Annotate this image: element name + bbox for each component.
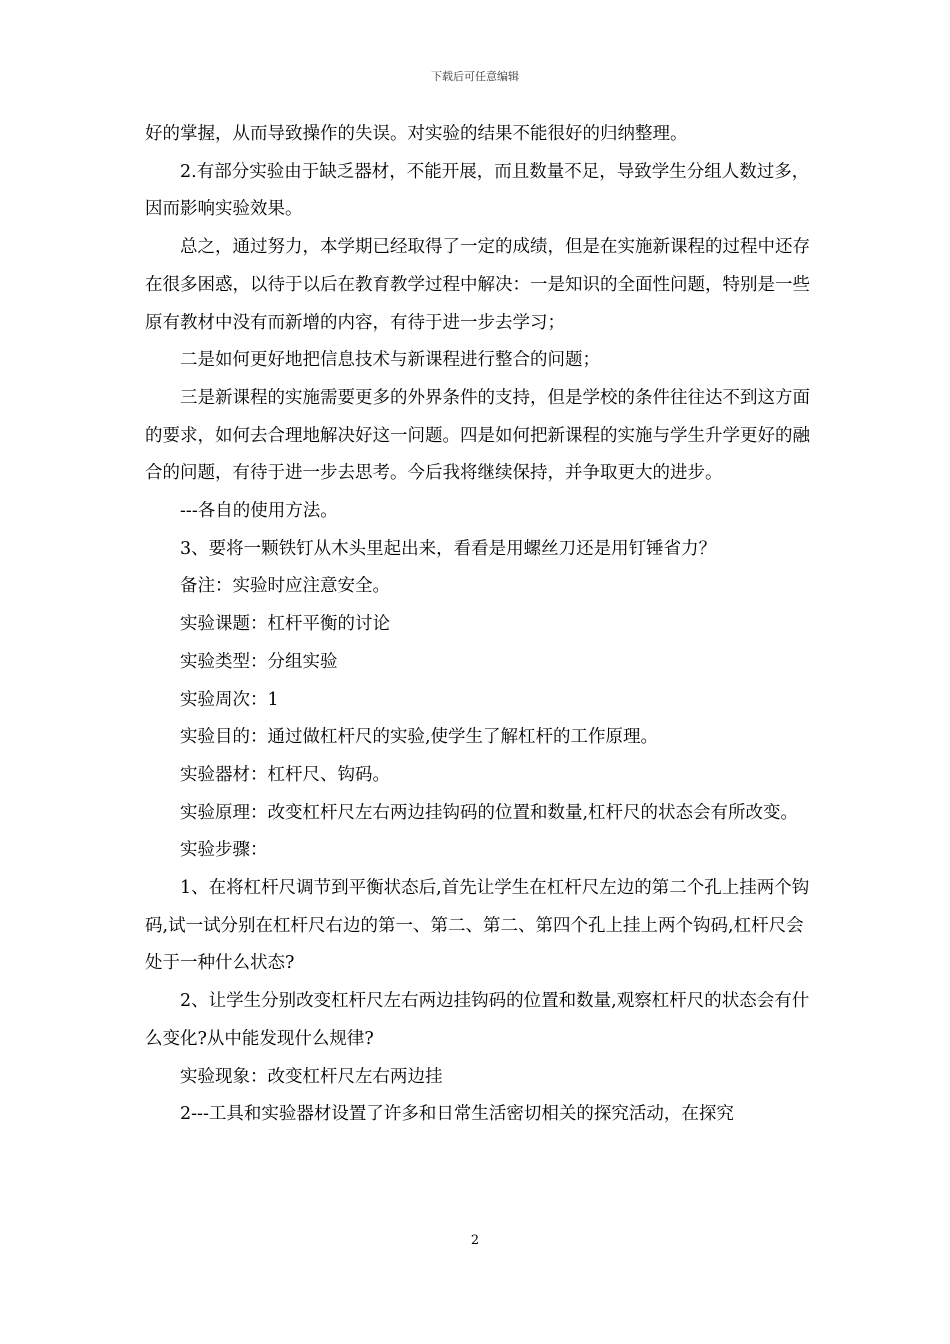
paragraph: 好的掌握，从而导致操作的失误。对实验的结果不能很好的归纳整理。	[145, 124, 688, 144]
paragraph: 实验周次：1	[180, 689, 279, 710]
paragraph: 实验原理：改变杠杆尺左右两边挂钩码的位置和数量,杠杆尺的状态会有所改变。	[180, 802, 799, 823]
paragraph: 备注：实验时应注意安全。	[180, 576, 390, 597]
paragraph: 1、在将杠杆尺调节到平衡状态后,首先让学生在杠杆尺左边的第二个孔上挂两个钩码,试一试分别在杠杆尺右边的第一、第二、第二、第四个孔上挂上两个钩码,杠杆尺会处于一种什么状态?	[145, 878, 810, 974]
paragraph: 2.有部分实验由于缺乏器材，不能开展，而且数量不足，导致学生分组人数过多，因而影响实验效果。	[145, 161, 810, 220]
paragraph: 总之，通过努力，本学期已经取得了一定的成绩，但是在实施新课程的过程中还存在很多困惑，以待于以后在教育教学过程中解决：一是知识的全面性问题，特别是一些原有教材中没有而新增的内容，有待于进一步去学习；	[145, 237, 810, 333]
paragraph: 2---工具和实验器材设置了许多和日常生活密切相关的探究活动，在探究	[180, 1104, 734, 1125]
paragraph: 2、让学生分别改变杠杆尺左右两边挂钩码的位置和数量,观察杠杆尺的状态会有什么变化?从中能发现什么规律?	[145, 991, 810, 1049]
paragraph: 二是如何更好地把信息技术与新课程进行整合的问题；	[180, 350, 600, 371]
page-header: 下载后可任意编辑	[431, 70, 519, 83]
paragraph: 实验目的：通过做杠杆尺的实验,使学生了解杠杆的工作原理。	[180, 727, 659, 748]
paragraph: 3、要将一颗铁钉从木头里起出来，看看是用螺丝刀还是用钉锤省力？	[180, 538, 717, 559]
paragraph: ---各自的使用方法。	[180, 501, 338, 522]
paragraph: 实验类型：分组实验	[180, 651, 338, 672]
body-text	[145, 116, 810, 1134]
paragraph: 实验现象：改变杠杆尺左右两边挂	[180, 1066, 443, 1087]
paragraph: 实验步骤：	[180, 840, 268, 861]
paragraph: 三是新课程的实施需要更多的外界条件的支持，但是学校的条件往往达不到这方面的要求，如何去合理地解决好这一问题。四是如何把新课程的实施与学生升学更好的融合的问题，有待于进一步去思考。今后我将继续保持，并争取更大的进步。	[145, 387, 810, 484]
paragraph: 实验课题：杠杆平衡的讨论	[180, 614, 390, 635]
page-number: 2	[470, 1233, 480, 1248]
paragraph: 实验器材：杠杆尺、钩码。	[180, 764, 390, 785]
